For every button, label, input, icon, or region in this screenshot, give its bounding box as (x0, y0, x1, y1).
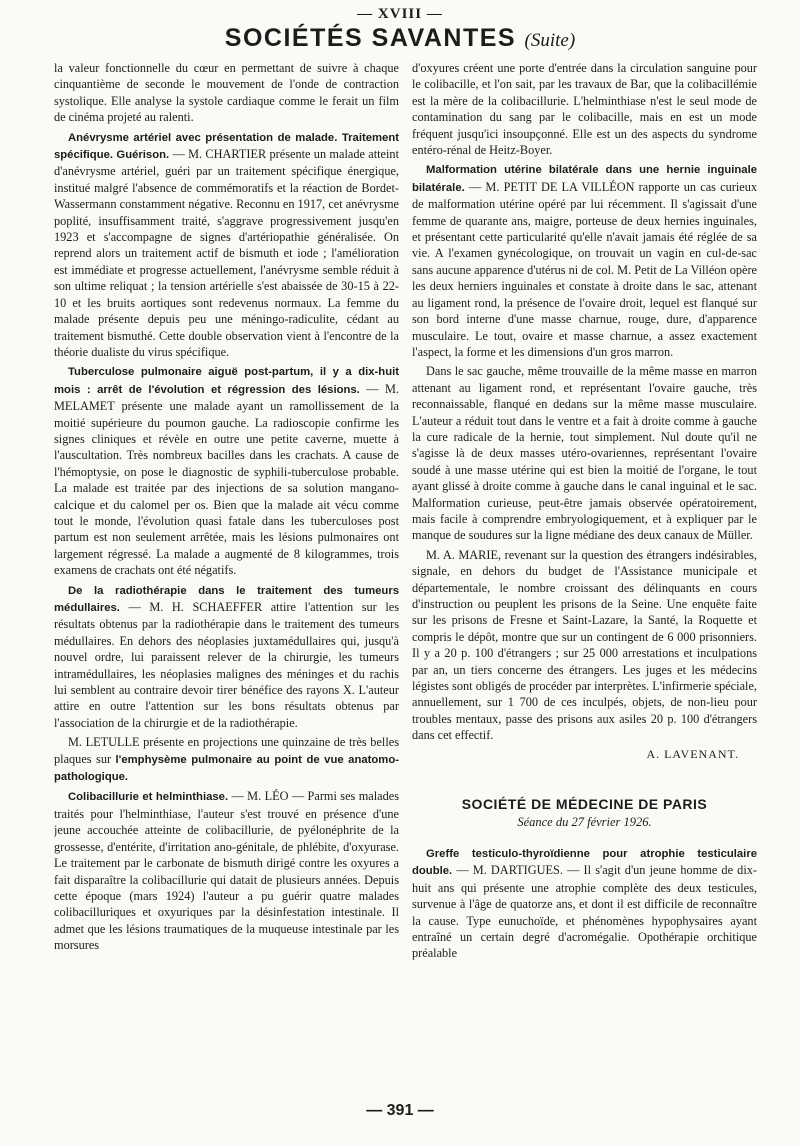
running-title (0, 24, 800, 53)
abstract-text: — M. MELAMET présente une malade ayant un ramollissement de la moitié supérieure du poumon gauche. La radioscopie confirme les signes cliniques et révèle en outre une petite caverne, muette à l'auscultation. Très nombreux bacilles dans les crachats. A cause de l'hémoptysie, on pose le diagnostic de syphili-tuberculose probable. La malade est traitée par des injections de sa solution mangano-calcique et du calomel per os. Bien que la malade ait vécu comme tout le monde, l'évolution quasi fatale dans les tuberculoses post partum est non seulement arrêtée, mais les lésions pulmonaires ont largement régressé. La malade a augmenté de 8 kilogrammes, trois examens de crachats ont été négatifs. (54, 381, 399, 578)
running-title-text: SOCIÉTÉS SAVANTES (224, 24, 517, 52)
abstract-radiotherapie (54, 582, 399, 732)
abstract-emphyseme (54, 734, 399, 785)
paragraph: d'oxyures créent une porte d'entrée dans la circulation sanguine pour le colibacille, et l'on sait, par les travaux de Bar, que la colibacillémie est la mère de la colibacillurie. L'helminthiase n'est le seul mode de contamination du sang par le colibacille, mais en est un mode fréquent jusqu'ici insoupçonné. Elle est un des aspects du syndrome entéro-rénal de Heitz-Boyer. (412, 61, 757, 158)
running-title-suite: (Suite) (524, 30, 576, 51)
left-column (54, 60, 399, 1080)
abstract-text: — M. DARTIGUES. — Il s'agit d'un jeune homme de dix-huit ans qui présente une atrophie complète des deux testicules, survenue à l'âge de quatorze ans, et dont il est difficile de reconnaître la cause. Type eunuchoïde, et phénomènes hypophysaires ayant entraîné un certain degré d'acromégalie. Opothérapie orchitique préalable (412, 863, 757, 961)
abstract-text: — M. LÉO — Parmi ses malades traités pour l'helminthiase, l'auteur s'est trouvé en présence d'une jeune accouchée atteinte de colibacillurie, de pyélonéphrite de la grossesse, d'entérite, d'irritation ano-génitale, de phlébite, d'oxyurase. Le traitement par le carbonate de bismuth dirigé contre les oxyures a fait disparaître la colibacillurie qui datait de plusieurs années. Depuis cette époque (mars 1924) l'auteur a pu guérir quatre malades colibacilluriques et oxyuriques par la désinfestation intestinale. Il admet que les lésions traumatiques de la muqueuse intestinale par les morsures (54, 789, 399, 953)
abstract-text: — M. H. SCHAEFFER attire l'attention sur les résultats obtenus par la radiothérapie dans le traitement des tumeurs médullaires. En dehors des néoplasies juxtamédullaires qui, jusqu'à nouvel ordre, lui paraissent relever de la chirurgie, les tumeurs intramédullaires, les néoplasies malignes des méninges et du rachis lui semblent au contraire devoir tirer bénéfice des rayons X. L'auteur attire en outre l'attention sur les bons résultats obtenus par l'association de la chirurgie et de la radiothérapie. (54, 600, 399, 730)
abstract-text: — M. PETIT DE LA VILLÉON rapporte un cas curieux de malformation utérine opéré par lui récemment. Il s'agissait d'une femme de quarante ans, maigre, porteuse de deux hernies inguinales, et présentant cette particularité qu'elle n'avait jamais été réglée de sa vie. A l'examen gynécologique, on trouvait un vagin en cul-de-sac sans aucune apparence d'utérus ni de col. M. Petit de La Villéon opère les deux herniers inguinales et constate à droite dans le sac, attenant au ligament rond, la présence de l'ovaire droit, lequel est flanqué sur son bord interne d'une masse charnue, rouge, dure, d'apparence musculaire. Le tout, ovaire et masse charnue, a assez exactement l'aspect, la forme et les dimensions d'un gros marron. (412, 179, 757, 359)
abstract-heading: Colibacillurie et helminthiase. (68, 791, 229, 804)
paragraph: M. A. MARIE, revenant sur la question des étrangers indésirables, signale, en dehors du budget de l'Assistance municipale et départementale, le nombre croissant des délinquants en cours d'instruction ou peuplent les prisons de la Seine. Une enquête faite sur les prisons de Fresne et Saint-Lazare, la Santé, la Roquette et compris le dépôt, montre que sur un contingent de 6 000 prisonniers. Il y a 20 p. 100 d'étrangers ; sur 25 000 arrestations et inculpations par an, un tiers concerne des étrangers. Les juges et les médecins légistes sont obligés de procéder par interprètes. L'infirmerie spéciale, annuellement, sur 1 700 de ces inculpés, objets, de non-lieu pour troubles mentaux, passe des prisons aux asiles 20 p. 100 d'étrangers dans cet effectif. (412, 547, 757, 743)
abstract-heading: De la radiothérapie dans le traitement des tumeurs médullaires. (54, 584, 399, 614)
abstract-heading: Tuberculose pulmonaire aiguë post-partum, il y a dix-huit mois : arrêt de l'évolution et régression des lésions. (54, 366, 399, 396)
paragraph: Dans le sac gauche, même trouvaille de la même masse en marron attenant au ligament rond, et représentant l'ovaire gauche, très reconnaissable, flanqué en dedans sur la même masse musculaire. L'auteur a réduit tout dans le ventre et a fait à droite comme à gauche la cure radicale de la hernie, tout simplement. Nul doute qu'il ne s'agisse là de deux masses utéro-ovariennes, représentant l'ovaire soudé à une masse utérine qui est bien la moitié de l'organe, le tout ayant glissé à droite comme à gauche dans le canal inguinal et le sac. Malformation curieuse, peut-être jamais observée opératoirement, mais facile à comprendre embryologiquement, et à expliquer par le manque de soudures sur la ligne médiane des deux canaux de Müller. (412, 364, 757, 543)
header-page-roman: — XVIII — (357, 6, 443, 22)
abstract-heading: Greffe testiculo-thyroïdienne pour atrophie testiculaire double. (412, 847, 757, 878)
abstract-text: M. LETULLE présente en projections une quinzaine de très belles plaques sur (54, 735, 399, 766)
abstract-colibacillurie (54, 788, 399, 953)
abstract-heading: Anévrysme artériel avec présentation de malade. Traitement spécifique. Guérison. (54, 131, 399, 162)
abstract-heading: l'emphysème pulmonaire au point de vue anatomo-pathologique. (54, 753, 399, 784)
abstract-text: — M. CHARTIER présente un malade atteint d'anévrysme artériel, guéri par un traitement spécifique énergique, institué malgré l'absence de commémoratifs et la réaction de Bordet-Wassermann constamment négative. Reconnu en 1917, cet anévrysme poplité, insuffisamment traité, s'aggrave progressivement jusqu'en 1923 et s'accompagne de signes d'artériopathie généralisée. On reprend alors un traitement actif de bismuth et iode ; l'amélioration est immédiate et progresse actuellement, l'anévrysme semble réduit à son ultime reliquat ; la tension artérielle s'est abaissée de 30-15 à 22-10 et les bruits aortiques sont redevenus normaux. La femme du malade présente depuis peu une méningo-radiculite, cédant au traitement bismuthé. Cette double observation vient à l'encontre de la théorie dualiste du virus spécifique. (54, 147, 399, 359)
abstract-tuberculose (54, 363, 399, 578)
right-column (412, 60, 757, 1080)
session-date: Séance du 27 février 1926. (517, 815, 652, 830)
page-number (0, 1102, 800, 1120)
abstract-heading: Malformation utérine bilatérale dans une hernie inguinale bilatérale. (412, 164, 757, 194)
author-signature: A. LAVENANT. (646, 746, 739, 761)
page-number-text: — 391 — (366, 1102, 434, 1119)
paragraph: la valeur fonctionnelle du cœur en permettant de suivre à chaque cinquantième de seconde le mouvement de l'onde de contraction systolique. Elle analyse la systole cardiaque comme le ferait un film de cinéma projeté au ralenti. (54, 61, 399, 125)
abstract-greffe (412, 845, 757, 962)
society-heading: SOCIÉTÉ DE MÉDECINE DE PARIS (461, 796, 708, 813)
abstract-malformation (412, 161, 757, 360)
abstract-anevrysme (54, 129, 399, 361)
